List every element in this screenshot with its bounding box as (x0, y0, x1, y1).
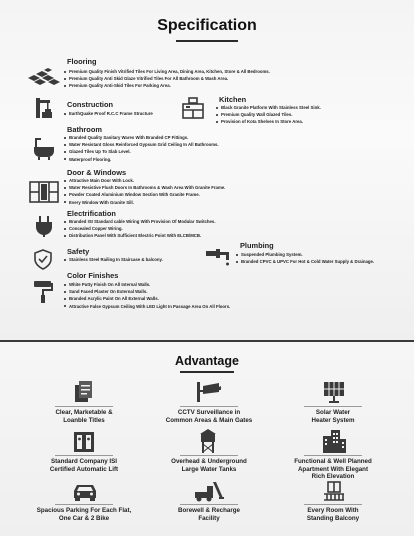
icon-underline (180, 504, 238, 505)
label-line: Standard Company ISI (50, 458, 117, 465)
icon-underline (180, 455, 238, 456)
icon-underline (304, 504, 362, 505)
list-item: Distribution Panel With Sufficient Electric Point With ELCB/MCB. (63, 232, 216, 239)
door-window-icon (28, 180, 60, 204)
title-underline (176, 40, 238, 42)
doors-list (63, 177, 225, 206)
label-line: Rich Elevation (311, 473, 355, 481)
advantage-label (144, 458, 274, 473)
borewell-icon (193, 480, 225, 502)
label-line: Heater System (311, 416, 355, 424)
label-line: Certified Automatic Lift (49, 465, 119, 473)
list-item: Premium Quality Anti-Skid Tiles For Parking Area. (63, 82, 270, 89)
floor-tiles-icon (26, 68, 62, 88)
label-line: One Car & 2 Bike (58, 514, 110, 522)
label-line: Overhead & Underground (171, 458, 247, 465)
finishes-list (63, 281, 230, 310)
bathroom-list (63, 134, 219, 163)
list-item: White Putty Finish On All Internal Walls. (63, 281, 230, 288)
list-item: Water Resistive Flush Doors In Bathrooms & Wash Area With Granite Frame. (63, 184, 225, 191)
specification-title: Specification (157, 17, 257, 34)
icon-underline (55, 504, 113, 505)
kitchen-title: Kitchen (219, 95, 247, 104)
label-line: Standing Balcony (306, 514, 360, 522)
construction-title: Construction (67, 100, 113, 109)
electrification-list (63, 218, 216, 240)
cctv-camera-icon (195, 380, 221, 404)
faucet-icon (204, 247, 234, 269)
label-line: Clear, Marketable & (55, 409, 113, 416)
icon-underline (180, 406, 238, 407)
list-item: Glazed Tiles Up To Slab Level. (63, 148, 219, 155)
construction-icon (32, 96, 56, 120)
list-item: Water Resistant Gloss Reinforced Gypsum Grid Ceiling In All Bathrooms. (63, 141, 219, 148)
list-item: Attractive False Gypsum Ceiling With LED Light In Passage Area On All Floors. (63, 303, 230, 310)
list-item: Provision of Kota Shelves In Store Area. (215, 118, 321, 125)
advantage-title: Advantage (175, 354, 239, 368)
advantage-label (268, 458, 398, 481)
advantage-label (19, 458, 149, 473)
icon-underline (304, 455, 362, 456)
list-item: Premium Quality Finish Vitrified Tiles For Living Area, Dining Area, Kitchen, Store & All Bedrooms. (63, 68, 270, 75)
advantage-section (0, 342, 414, 536)
safety-list (63, 256, 163, 263)
kitchen-list (215, 104, 321, 126)
electrification-title: Electrification (67, 209, 116, 218)
paint-roller-icon (30, 278, 56, 304)
elevator-icon (72, 430, 96, 454)
list-item: Branded Acrylic Paint On All External Walls. (63, 295, 230, 302)
label-line: Apartment With Elegant (297, 465, 369, 473)
list-item: Branded Quality Sanitary Wares With Branded CP Fittings. (63, 134, 219, 141)
plumbing-list (235, 251, 374, 265)
list-item: Suspended Plumbing System. (235, 251, 374, 258)
label-line: Common Areas & Main Gates (165, 416, 253, 424)
list-item: Premium Quality Anti Skid Glaze Vitrified Tiles For All Bathroom & Wash Area. (63, 75, 270, 82)
water-tank-icon (198, 428, 218, 454)
list-item: Branded CPVC & UPVC For Hot & Cold Water Supply & Drainage. (235, 258, 374, 265)
advantage-label (144, 409, 274, 424)
list-item: Powder Coated Aluminium Window Section With Granite Frame. (63, 191, 225, 198)
building-icon (321, 428, 347, 454)
list-item: Black Granite Platform With Stainless Steel Sink. (215, 104, 321, 111)
list-item: Premium Quality Wall Glazed Tiles. (215, 111, 321, 118)
label-line: Large Water Tanks (181, 465, 237, 473)
solar-panel-icon (322, 380, 346, 404)
list-item: EarthQuake Proof R.C.C Frame Structure (63, 110, 153, 117)
flooring-list (63, 68, 270, 90)
safety-title: Safety (67, 247, 90, 256)
construction-list (63, 110, 153, 117)
list-item: Waterproof Flooring. (63, 156, 219, 163)
kitchen-icon (180, 96, 206, 120)
label-line: Functional & Well Planned (294, 458, 372, 465)
title-underline (180, 371, 234, 373)
list-item: Concealed Copper Wiring. (63, 225, 216, 232)
label-line: Solar Water (315, 409, 351, 416)
bathroom-title: Bathroom (67, 125, 102, 134)
list-item: Sand Faced Plaster On External Walls. (63, 288, 230, 295)
list-item: Every Window With Granite Sill. (63, 199, 225, 206)
flooring-title: Flooring (67, 57, 97, 66)
list-item: Stainless Steel Railing In Staircase & balcony. (63, 256, 163, 263)
icon-underline (55, 455, 113, 456)
label-line: Spacious Parking For Each Flat, (36, 507, 132, 514)
label-line: Facility (198, 514, 220, 522)
advantage-label (268, 409, 398, 424)
advantage-label (19, 409, 149, 424)
label-line: Borewell & Recharge (178, 507, 240, 514)
doors-title: Door & Windows (67, 168, 127, 177)
shield-check-icon (33, 248, 53, 270)
icon-underline (55, 406, 113, 407)
documents-icon (73, 380, 95, 404)
icon-underline (304, 406, 362, 407)
advantage-label (144, 507, 274, 522)
power-plug-icon (33, 214, 55, 238)
label-line: Every Room With (307, 507, 359, 514)
advantage-label (19, 507, 149, 522)
label-line: Loanble Titles (63, 416, 105, 424)
balcony-icon (322, 480, 346, 502)
bathtub-icon (30, 135, 58, 161)
plumbing-title: Plumbing (240, 241, 274, 250)
advantage-label (268, 507, 398, 522)
finishes-title: Color Finishes (67, 271, 119, 280)
car-icon (72, 482, 98, 502)
list-item: Attractive Main Door With Lock. (63, 177, 225, 184)
label-line: CCTV Surveillance in (177, 409, 241, 416)
list-item: Branded ISI Standard cable Wiring With Provision Of Modular Switches. (63, 218, 216, 225)
